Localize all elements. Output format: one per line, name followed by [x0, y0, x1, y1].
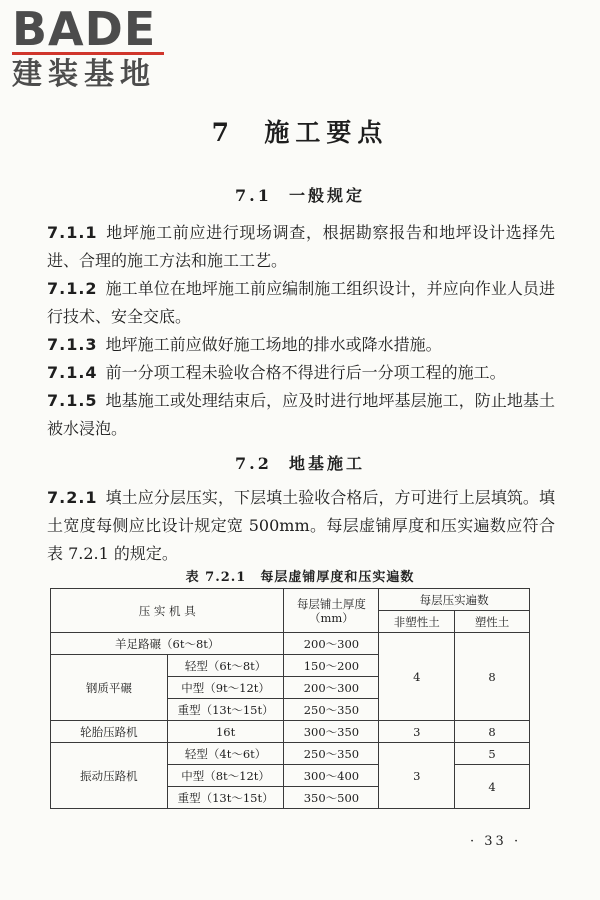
- page-number: · 33 ·: [470, 834, 522, 849]
- table-header-row: [51, 589, 530, 611]
- header-plastic: 塑性土: [455, 611, 530, 633]
- clause: 7.1.1 地坪施工前应进行现场调查，根据勘察报告和地坪设计选择先进、合理的施工方法和施工工艺。: [47, 223, 555, 270]
- clause: 7.1.4 前一分项工程未验收合格不得进行后一分项工程的施工。: [47, 363, 506, 382]
- table-row: 中型（8t～12t） 300～400 4: [51, 765, 530, 787]
- logo-wordmark: BADE: [12, 6, 182, 55]
- clause: 7.1.5 地基施工或处理结束后，应及时进行地坪基层施工，防止地基土被水浸泡。: [47, 391, 555, 438]
- table-row: 羊足路碾（6t～8t） 200～300 4 8: [51, 633, 530, 655]
- section-heading: 7.2 地基施工: [235, 454, 365, 473]
- header-thickness: 每层铺土厚度 （mm）: [284, 589, 379, 633]
- compaction-table: [50, 588, 530, 809]
- chapter-number: 7: [211, 118, 235, 147]
- clause: 7.1.2 施工单位在地坪施工前应编制施工组织设计，并应向作业人员进行技术、安全交底。: [47, 279, 555, 326]
- table-row: 重型（13t～15t） 250～350: [51, 699, 530, 721]
- brand-logo: [12, 2, 182, 93]
- section-72-body: [47, 484, 555, 568]
- clause: 7.1.3 地坪施工前应做好施工场地的排水或降水措施。: [47, 335, 442, 354]
- table-row: 振动压路机 轻型（4t～6t） 250～350 3 5: [51, 743, 530, 765]
- table-row: 中型（9t～12t） 200～300: [51, 677, 530, 699]
- chapter-title: 施工要点: [264, 118, 389, 147]
- header-machine: 压 实 机 具: [51, 589, 284, 633]
- header-passes: 每层压实遍数: [379, 589, 530, 611]
- table-row: 轮胎压路机 16t 300～350 3 8: [51, 721, 530, 743]
- table-caption: 表 7.2.1 每层虚铺厚度和压实遍数: [185, 570, 415, 585]
- header-nonplastic: 非塑性土: [379, 611, 455, 633]
- table-row: 钢质平碾 轻型（6t～8t） 150～200: [51, 655, 530, 677]
- clause: 7.2.1 填土应分层压实，下层填土验收合格后，方可进行上层填筑。填土宽度每侧应比设计规定宽 500mm。每层虚铺厚度和压实遍数应符合表 7.2.1 的规定。: [47, 488, 555, 563]
- logo-subtitle: 建装基地: [12, 57, 156, 92]
- table-row: 重型（13t～15t） 350～500: [51, 787, 530, 809]
- section-71-body: [47, 219, 555, 443]
- section-heading: 7.1 一般规定: [235, 186, 365, 205]
- chapter-heading: [0, 113, 600, 149]
